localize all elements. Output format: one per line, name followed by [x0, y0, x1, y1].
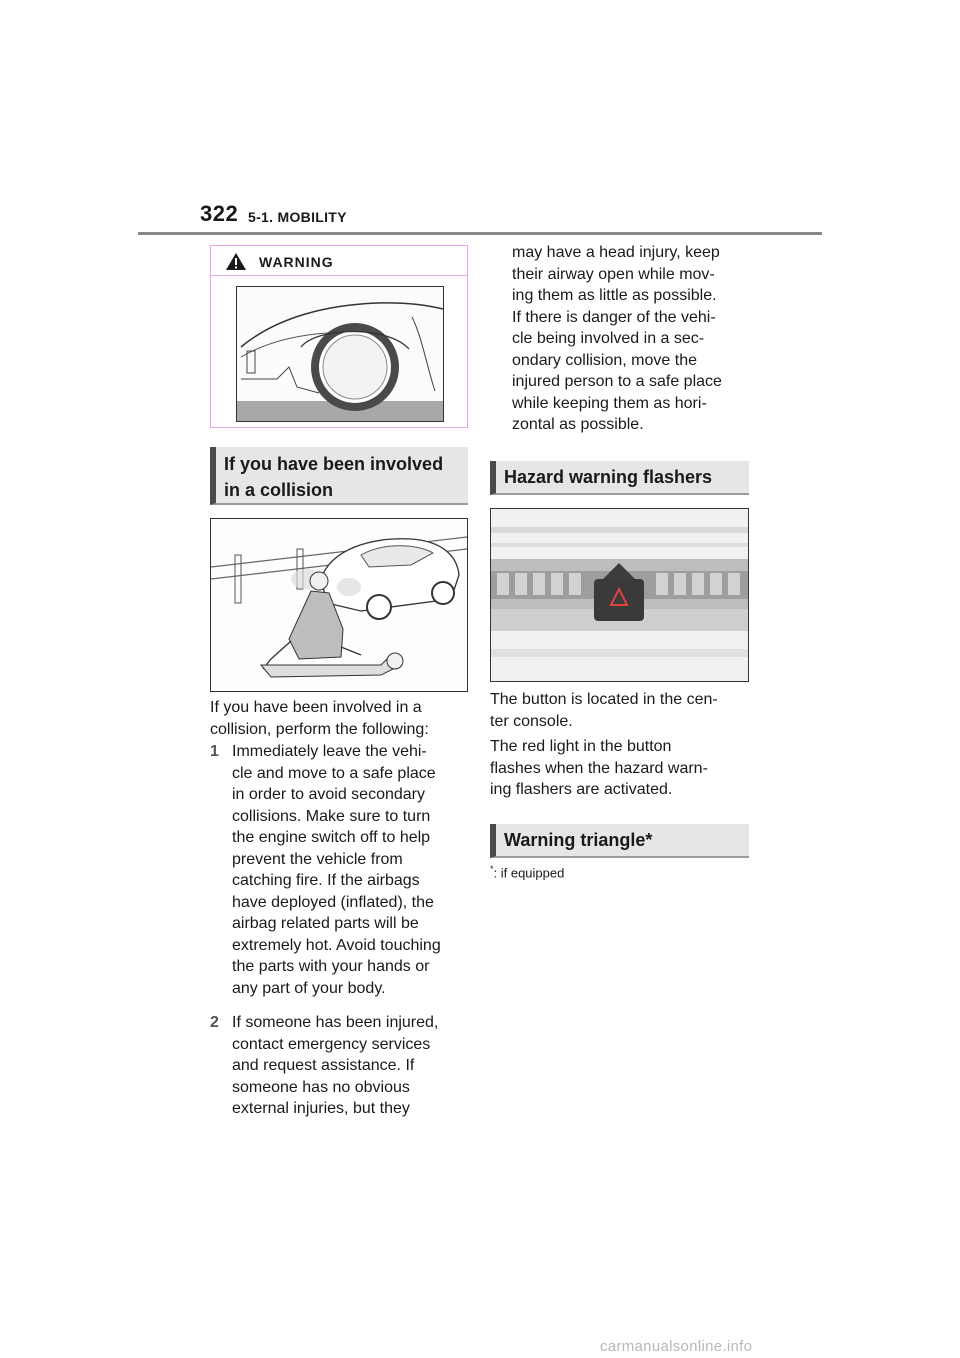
collision-heading-text: If you have been involved in a collision — [224, 454, 444, 500]
step-number: 2 — [210, 1014, 219, 1031]
section-title: 5-1. MOBILITY — [248, 209, 347, 225]
warning-triangle-icon — [225, 252, 247, 276]
hazard-light-text: The red light in the button flashes when the hazard warn- ing flashers are activated. — [490, 738, 708, 798]
step-text: Immediately leave the vehi- cle and move to a safe place in order to avoid secondary collisions. Make sure to turn the engine switch off to help prevent the vehicle from catching fire. If the airbags have deployed (inflated), the airbag related parts will be extremely hot. Avoid touching the parts with your hands or any part of your body. — [232, 743, 441, 997]
hazard-heading — [490, 461, 749, 495]
footnote: *: if equipped — [490, 864, 565, 881]
header-divider — [138, 232, 822, 235]
collision-illustration — [210, 518, 468, 692]
warning-header — [211, 246, 467, 276]
warning-title: WARNING — [259, 254, 334, 270]
collision-intro: If you have been involved in a collision, perform the following: — [210, 699, 429, 738]
hazard-location-text: The button is located in the cen- ter console. — [490, 691, 718, 730]
car-tire-illustration — [236, 286, 444, 422]
warning-triangle-heading — [490, 824, 749, 858]
step-text: If someone has been injured, contact emergency services and request assistance. If someone has no obvious external injuries, but they — [232, 1014, 439, 1117]
warning-triangle-heading-text: Warning triangle* — [504, 830, 653, 850]
hazard-button-illustration — [490, 508, 749, 682]
warning-box — [210, 245, 468, 428]
hazard-heading-text: Hazard warning flashers — [504, 467, 713, 487]
step-number: 1 — [210, 743, 219, 760]
collision-heading — [210, 447, 468, 505]
page-number: 322 — [200, 201, 239, 226]
collision-step-2-continued: may have a head injury, keep their airway open while mov- ing them as little as possible. If there is danger of the vehi- cle being involved in a sec- ondary collision, move the injured person to a safe place while keeping them as hori- zontal as possible. — [512, 244, 722, 433]
watermark: carmanualsonline.info — [600, 1338, 753, 1355]
